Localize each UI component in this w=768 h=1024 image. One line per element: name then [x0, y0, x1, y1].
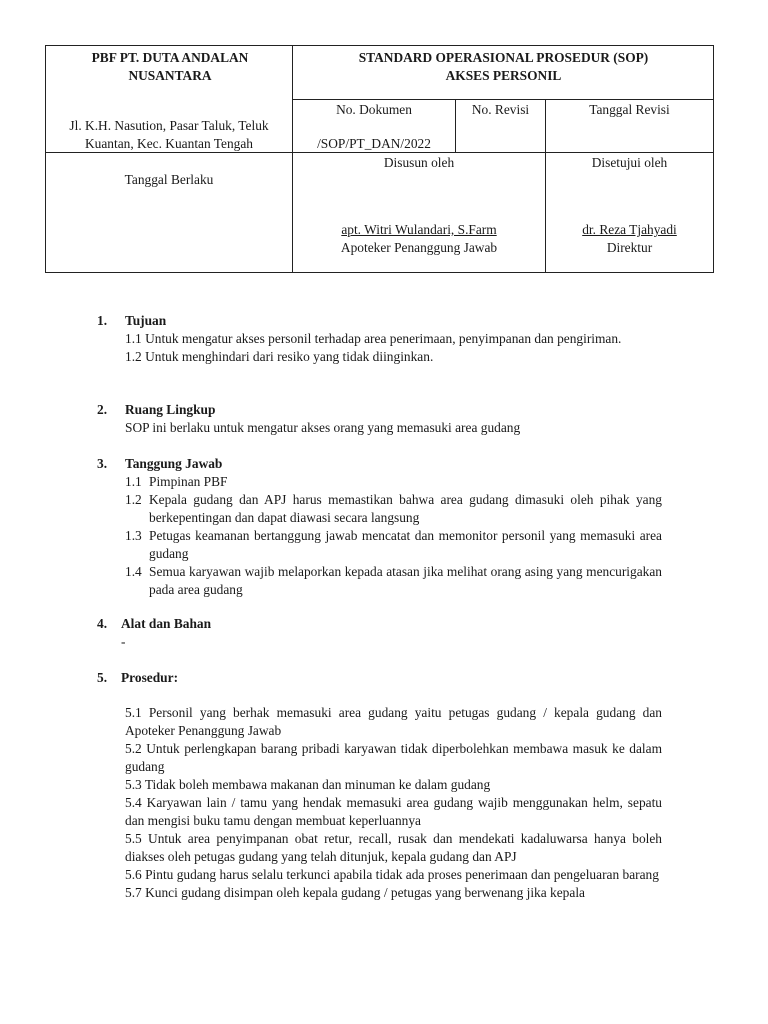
section-alat-bahan: [97, 615, 662, 651]
tanggung-jawab-item: 1.3 Petugas keamanan bertanggung jawab mencatat dan memonitor personil yang memasuki area gudang: [125, 528, 662, 561]
section-tujuan: [97, 312, 662, 366]
disetujui-label: Disetujui oleh: [591, 155, 668, 170]
tujuan-item: 1.2 Untuk menghindari dari resiko yang tidak diinginkan.: [125, 349, 434, 364]
section-prosedur: [97, 669, 662, 902]
prosedur-item: 5.7 Kunci gudang disimpan oleh kepala gudang / petugas yang berwenang jika kepala: [125, 885, 585, 900]
section-heading: 1. Tujuan: [97, 313, 167, 328]
prosedur-item: 5.3 Tidak boleh membawa makanan dan minuman ke dalam gudang: [125, 777, 491, 792]
prosedur-item: 5.2 Untuk perlengkapan barang pribadi karyawan tidak diperbolehkan membawa masuk ke dalam gudang: [125, 741, 662, 774]
tujuan-item: 1.1 Untuk mengatur akses personil terhadap area penerimaan, penyimpanan dan pengiriman.: [125, 331, 622, 346]
tanggung-jawab-item: 1.1 Pimpinan PBF: [125, 474, 228, 489]
tanggung-jawab-item: 1.2 Kepala gudang dan APJ harus memastikan bahwa area gudang dimasuki oleh pihak yang berkepentingan dan dapat diawasi secara langsung: [125, 492, 662, 525]
disusun-role: Apoteker Penanggung Jawab: [340, 240, 498, 255]
no-dokumen-value: /SOP/PT_DAN/2022: [317, 136, 431, 151]
prosedur-item: 5.5 Untuk area penyimpanan obat retur, recall, rusak dan mendekati kadaluwarsa hanya boleh diakses oleh petugas gudang yang telah ditunjuk, kepala gudang dan APJ: [125, 831, 662, 864]
section-tanggung-jawab: [97, 455, 662, 599]
disetujui-name: dr. Reza Tjahyadi: [582, 222, 677, 237]
no-revisi-label: No. Revisi: [471, 102, 530, 117]
disetujui-role: Direktur: [606, 240, 653, 255]
disusun-name: apt. Witri Wulandari, S.Farm: [341, 222, 497, 237]
prosedur-item: 5.4 Karyawan lain / tamu yang hendak memasuki area gudang wajib menggunakan helm, sepatu dan mengisi buku tamu dengan membuat keperluannya: [125, 795, 662, 828]
disusun-label: Disusun oleh: [383, 155, 455, 170]
section-heading: 4. Alat dan Bahan: [97, 616, 212, 631]
company-address: Jl. K.H. Nasution, Pasar Taluk, Teluk Kuantan, Kec. Kuantan Tengah: [69, 118, 269, 151]
ruang-lingkup-text: SOP ini berlaku untuk mengatur akses orang yang memasuki area gudang: [125, 420, 521, 435]
sop-subtitle: AKSES PERSONIL: [445, 68, 562, 83]
sop-title-block: [294, 49, 713, 85]
section-ruang-lingkup: [97, 401, 662, 437]
tanggal-berlaku-label: Tanggal Berlaku: [124, 172, 214, 187]
section-heading: 3. Tanggung Jawab: [97, 456, 223, 471]
tanggal-revisi-label: Tanggal Revisi: [589, 102, 670, 117]
prosedur-item: 5.6 Pintu gudang harus selalu terkunci apabila tidak ada proses penerimaan dan pengeluaran barang: [125, 867, 659, 882]
section-heading: 2. Ruang Lingkup: [97, 402, 216, 417]
company-name: PBF PT. DUTA ANDALAN NUSANTARA: [91, 50, 249, 83]
prosedur-item: 5.1 Personil yang berhak memasuki area gudang yaitu petugas gudang / kepala gudang dan Apoteker Penanggung Jawab: [125, 705, 662, 738]
no-dokumen-label: No. Dokumen: [336, 102, 412, 117]
alat-bahan-text: -: [121, 634, 126, 649]
sop-header-table: [45, 45, 714, 273]
tanggung-jawab-item: 1.4 Semua karyawan wajib melaporkan kepada atasan jika melihat orang asing yang mencurigakan pada area gudang: [125, 564, 662, 597]
sop-title: STANDARD OPERASIONAL PROSEDUR (SOP): [358, 50, 649, 65]
section-heading: 5. Prosedur:: [97, 670, 179, 685]
